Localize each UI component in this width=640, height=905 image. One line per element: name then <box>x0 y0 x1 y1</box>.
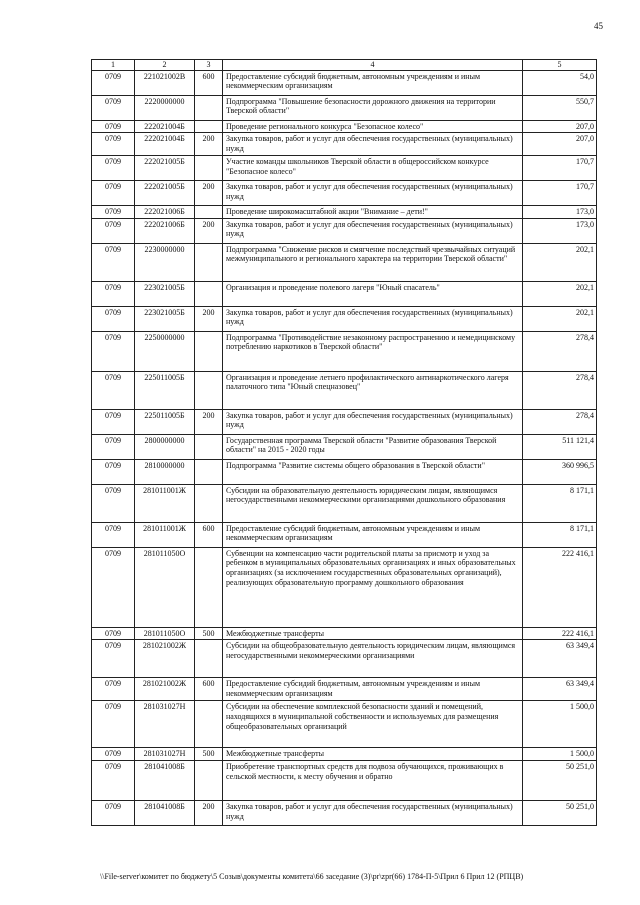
amount-cell: 63 349,4 <box>523 678 597 701</box>
expense-type-code-cell <box>195 156 223 181</box>
budget-table <box>91 59 597 826</box>
section-code-cell: 0709 <box>92 120 135 133</box>
section-code-cell: 0709 <box>92 627 135 640</box>
amount-cell: 360 996,5 <box>523 459 597 484</box>
target-article-code-cell: 223021005Б <box>135 281 195 306</box>
amount-cell: 63 349,4 <box>523 640 597 678</box>
amount-cell: 8 171,1 <box>523 522 597 547</box>
amount-cell: 50 251,0 <box>523 800 597 825</box>
target-article-code-cell: 222021004Б <box>135 133 195 156</box>
target-article-code-cell: 225011005Б <box>135 409 195 434</box>
amount-cell: 202,1 <box>523 243 597 281</box>
section-code-cell: 0709 <box>92 281 135 306</box>
item-name-cell: Подпрограмма "Снижение рисков и смягчение последствий чрезвычайных ситуаций межмуниципального и регионального характера на территории Тверской области" <box>223 243 523 281</box>
amount-cell: 202,1 <box>523 306 597 331</box>
table-row <box>92 640 597 678</box>
item-name-cell: Закупка товаров, работ и услуг для обеспечения государственных (муниципальных) нужд <box>223 409 523 434</box>
expense-type-code-cell: 600 <box>195 522 223 547</box>
item-name-cell: Предоставление субсидий бюджетным, автономным учреждениям и иным некоммерческим организациям <box>223 70 523 95</box>
item-name-cell: Участие команды школьников Тверской области в общероссийском конкурсе "Безопасное колесо" <box>223 156 523 181</box>
table-body <box>92 70 597 825</box>
target-article-code-cell: 281011001Ж <box>135 484 195 522</box>
column-header: 1 <box>92 60 135 71</box>
expense-type-code-cell: 600 <box>195 678 223 701</box>
expense-type-code-cell <box>195 459 223 484</box>
target-article-code-cell: 2230000000 <box>135 243 195 281</box>
amount-cell: 173,0 <box>523 206 597 219</box>
amount-cell: 202,1 <box>523 281 597 306</box>
table-row <box>92 218 597 243</box>
expense-type-code-cell: 200 <box>195 218 223 243</box>
target-article-code-cell: 222021005Б <box>135 156 195 181</box>
expense-type-code-cell <box>195 640 223 678</box>
table-row <box>92 760 597 800</box>
table-row <box>92 701 597 748</box>
table-row <box>92 547 597 627</box>
target-article-code-cell: 281011001Ж <box>135 522 195 547</box>
item-name-cell: Подпрограмма "Повышение безопасности дорожного движения на территории Тверской области" <box>223 95 523 120</box>
target-article-code-cell: 281011050О <box>135 627 195 640</box>
table-row <box>92 133 597 156</box>
section-code-cell: 0709 <box>92 181 135 206</box>
table-row <box>92 484 597 522</box>
item-name-cell: Субсидии на общеобразовательную деятельность юридическим лицам, являющимся негосударственными некоммерческими организациями <box>223 640 523 678</box>
section-code-cell: 0709 <box>92 306 135 331</box>
table-row <box>92 206 597 219</box>
table-row <box>92 522 597 547</box>
amount-cell: 207,0 <box>523 133 597 156</box>
target-article-code-cell: 222021004Б <box>135 120 195 133</box>
amount-cell: 1 500,0 <box>523 748 597 761</box>
column-header: 2 <box>135 60 195 71</box>
table-row <box>92 306 597 331</box>
item-name-cell: Проведение регионального конкурса "Безопасное колесо" <box>223 120 523 133</box>
section-code-cell: 0709 <box>92 133 135 156</box>
expense-type-code-cell <box>195 760 223 800</box>
item-name-cell: Субсидии на обеспечение комплексной безопасности зданий и помещений, находящихся в муниципальной собственности и используемых для размещения общеобразовательных организаций <box>223 701 523 748</box>
expense-type-code-cell: 200 <box>195 306 223 331</box>
section-code-cell: 0709 <box>92 371 135 409</box>
table-row <box>92 800 597 825</box>
amount-cell: 1 500,0 <box>523 701 597 748</box>
section-code-cell: 0709 <box>92 484 135 522</box>
expense-type-code-cell <box>195 243 223 281</box>
target-article-code-cell: 2250000000 <box>135 331 195 371</box>
section-code-cell: 0709 <box>92 156 135 181</box>
section-code-cell: 0709 <box>92 434 135 459</box>
expense-type-code-cell <box>195 120 223 133</box>
section-code-cell: 0709 <box>92 95 135 120</box>
target-article-code-cell: 222021006Б <box>135 218 195 243</box>
expense-type-code-cell <box>195 331 223 371</box>
expense-type-code-cell <box>195 371 223 409</box>
amount-cell: 170,7 <box>523 181 597 206</box>
table-row <box>92 459 597 484</box>
amount-cell: 278,4 <box>523 409 597 434</box>
section-code-cell: 0709 <box>92 459 135 484</box>
file-path-footer: \\File-server\комитет по бюджету\5 Созыв\документы комитета\66 заседание (3)\pr\zpr(66) 1784-П-5\Прил 6 Прил 12 (РПЦВ) <box>100 872 524 881</box>
target-article-code-cell: 222021006Б <box>135 206 195 219</box>
section-code-cell: 0709 <box>92 243 135 281</box>
item-name-cell: Закупка товаров, работ и услуг для обеспечения государственных (муниципальных) нужд <box>223 218 523 243</box>
expense-type-code-cell <box>195 434 223 459</box>
section-code-cell: 0709 <box>92 70 135 95</box>
table-row <box>92 70 597 95</box>
item-name-cell: Межбюджетные трансферты <box>223 748 523 761</box>
item-name-cell: Организация и проведение летнего профилактического антинаркотического лагеря палаточного типа "Юный спецназовец" <box>223 371 523 409</box>
item-name-cell: Подпрограмма "Противодействие незаконному распространению и немедицинскому потреблению наркотиков в Тверской области" <box>223 331 523 371</box>
target-article-code-cell: 281021002Ж <box>135 640 195 678</box>
target-article-code-cell: 223021005Б <box>135 306 195 331</box>
item-name-cell: Предоставление субсидий бюджетным, автономным учреждениям и иным некоммерческим организациям <box>223 522 523 547</box>
section-code-cell: 0709 <box>92 218 135 243</box>
target-article-code-cell: 281021002Ж <box>135 678 195 701</box>
amount-cell: 278,4 <box>523 331 597 371</box>
expense-type-code-cell: 200 <box>195 181 223 206</box>
table-row <box>92 120 597 133</box>
target-article-code-cell: 225011005Б <box>135 371 195 409</box>
item-name-cell: Приобретение транспортных средств для подвоза обучающихся, проживающих в сельской местности, к месту обучения и обратно <box>223 760 523 800</box>
table-row <box>92 409 597 434</box>
amount-cell: 550,7 <box>523 95 597 120</box>
expense-type-code-cell: 200 <box>195 133 223 156</box>
item-name-cell: Закупка товаров, работ и услуг для обеспечения государственных (муниципальных) нужд <box>223 306 523 331</box>
target-article-code-cell: 281041008Б <box>135 800 195 825</box>
page-number: 45 <box>594 21 603 31</box>
item-name-cell: Закупка товаров, работ и услуг для обеспечения государственных (муниципальных) нужд <box>223 133 523 156</box>
section-code-cell: 0709 <box>92 800 135 825</box>
target-article-code-cell: 281041008Б <box>135 760 195 800</box>
target-article-code-cell: 281011050О <box>135 547 195 627</box>
table-row <box>92 748 597 761</box>
table-row <box>92 434 597 459</box>
table-row <box>92 95 597 120</box>
amount-cell: 8 171,1 <box>523 484 597 522</box>
target-article-code-cell: 2810000000 <box>135 459 195 484</box>
expense-type-code-cell <box>195 547 223 627</box>
section-code-cell: 0709 <box>92 760 135 800</box>
expense-type-code-cell: 500 <box>195 748 223 761</box>
amount-cell: 278,4 <box>523 371 597 409</box>
expense-type-code-cell: 600 <box>195 70 223 95</box>
expense-type-code-cell <box>195 281 223 306</box>
item-name-cell: Проведение широкомасштабной акции "Внимание – дети!" <box>223 206 523 219</box>
target-article-code-cell: 221021002В <box>135 70 195 95</box>
section-code-cell: 0709 <box>92 640 135 678</box>
table-row <box>92 281 597 306</box>
amount-cell: 50 251,0 <box>523 760 597 800</box>
section-code-cell: 0709 <box>92 678 135 701</box>
item-name-cell: Субвенции на компенсацию части родительской платы за присмотр и уход за ребенком в муниципальных образовательных организациях и иных образовательных организациях (за исключением государственных образовательных организаций), реализующих образовательную программу дошкольного образования <box>223 547 523 627</box>
table-row <box>92 181 597 206</box>
table-row <box>92 371 597 409</box>
amount-cell: 173,0 <box>523 218 597 243</box>
section-code-cell: 0709 <box>92 701 135 748</box>
item-name-cell: Закупка товаров, работ и услуг для обеспечения государственных (муниципальных) нужд <box>223 800 523 825</box>
expense-type-code-cell <box>195 484 223 522</box>
column-header: 3 <box>195 60 223 71</box>
item-name-cell: Закупка товаров, работ и услуг для обеспечения государственных (муниципальных) нужд <box>223 181 523 206</box>
amount-cell: 222 416,1 <box>523 627 597 640</box>
table-header-row <box>92 60 597 71</box>
expense-type-code-cell <box>195 701 223 748</box>
target-article-code-cell: 2220000000 <box>135 95 195 120</box>
item-name-cell: Предоставление субсидий бюджетным, автономным учреждениям и иным некоммерческим организациям <box>223 678 523 701</box>
table-row <box>92 156 597 181</box>
section-code-cell: 0709 <box>92 522 135 547</box>
column-header: 5 <box>523 60 597 71</box>
section-code-cell: 0709 <box>92 748 135 761</box>
amount-cell: 54,0 <box>523 70 597 95</box>
table-row <box>92 627 597 640</box>
item-name-cell: Государственная программа Тверской области "Развитие образования Тверской области" на 2015 - 2020 годы <box>223 434 523 459</box>
column-header: 4 <box>223 60 523 71</box>
section-code-cell: 0709 <box>92 206 135 219</box>
section-code-cell: 0709 <box>92 547 135 627</box>
expense-type-code-cell: 200 <box>195 800 223 825</box>
item-name-cell: Организация и проведение полевого лагеря "Юный спасатель" <box>223 281 523 306</box>
amount-cell: 207,0 <box>523 120 597 133</box>
expense-type-code-cell <box>195 95 223 120</box>
table-row <box>92 678 597 701</box>
section-code-cell: 0709 <box>92 331 135 371</box>
section-code-cell: 0709 <box>92 409 135 434</box>
item-name-cell: Подпрограмма "Развитие системы общего образования в Тверской области" <box>223 459 523 484</box>
table-row <box>92 243 597 281</box>
target-article-code-cell: 222021005Б <box>135 181 195 206</box>
expense-type-code-cell: 500 <box>195 627 223 640</box>
expense-type-code-cell <box>195 206 223 219</box>
target-article-code-cell: 2800000000 <box>135 434 195 459</box>
expense-type-code-cell: 200 <box>195 409 223 434</box>
item-name-cell: Межбюджетные трансферты <box>223 627 523 640</box>
amount-cell: 511 121,4 <box>523 434 597 459</box>
item-name-cell: Субсидии на образовательную деятельность юридическим лицам, являющимся негосударственными некоммерческими организациями дошкольного образования <box>223 484 523 522</box>
target-article-code-cell: 281031027Н <box>135 748 195 761</box>
amount-cell: 170,7 <box>523 156 597 181</box>
amount-cell: 222 416,1 <box>523 547 597 627</box>
target-article-code-cell: 281031027Н <box>135 701 195 748</box>
table-row <box>92 331 597 371</box>
